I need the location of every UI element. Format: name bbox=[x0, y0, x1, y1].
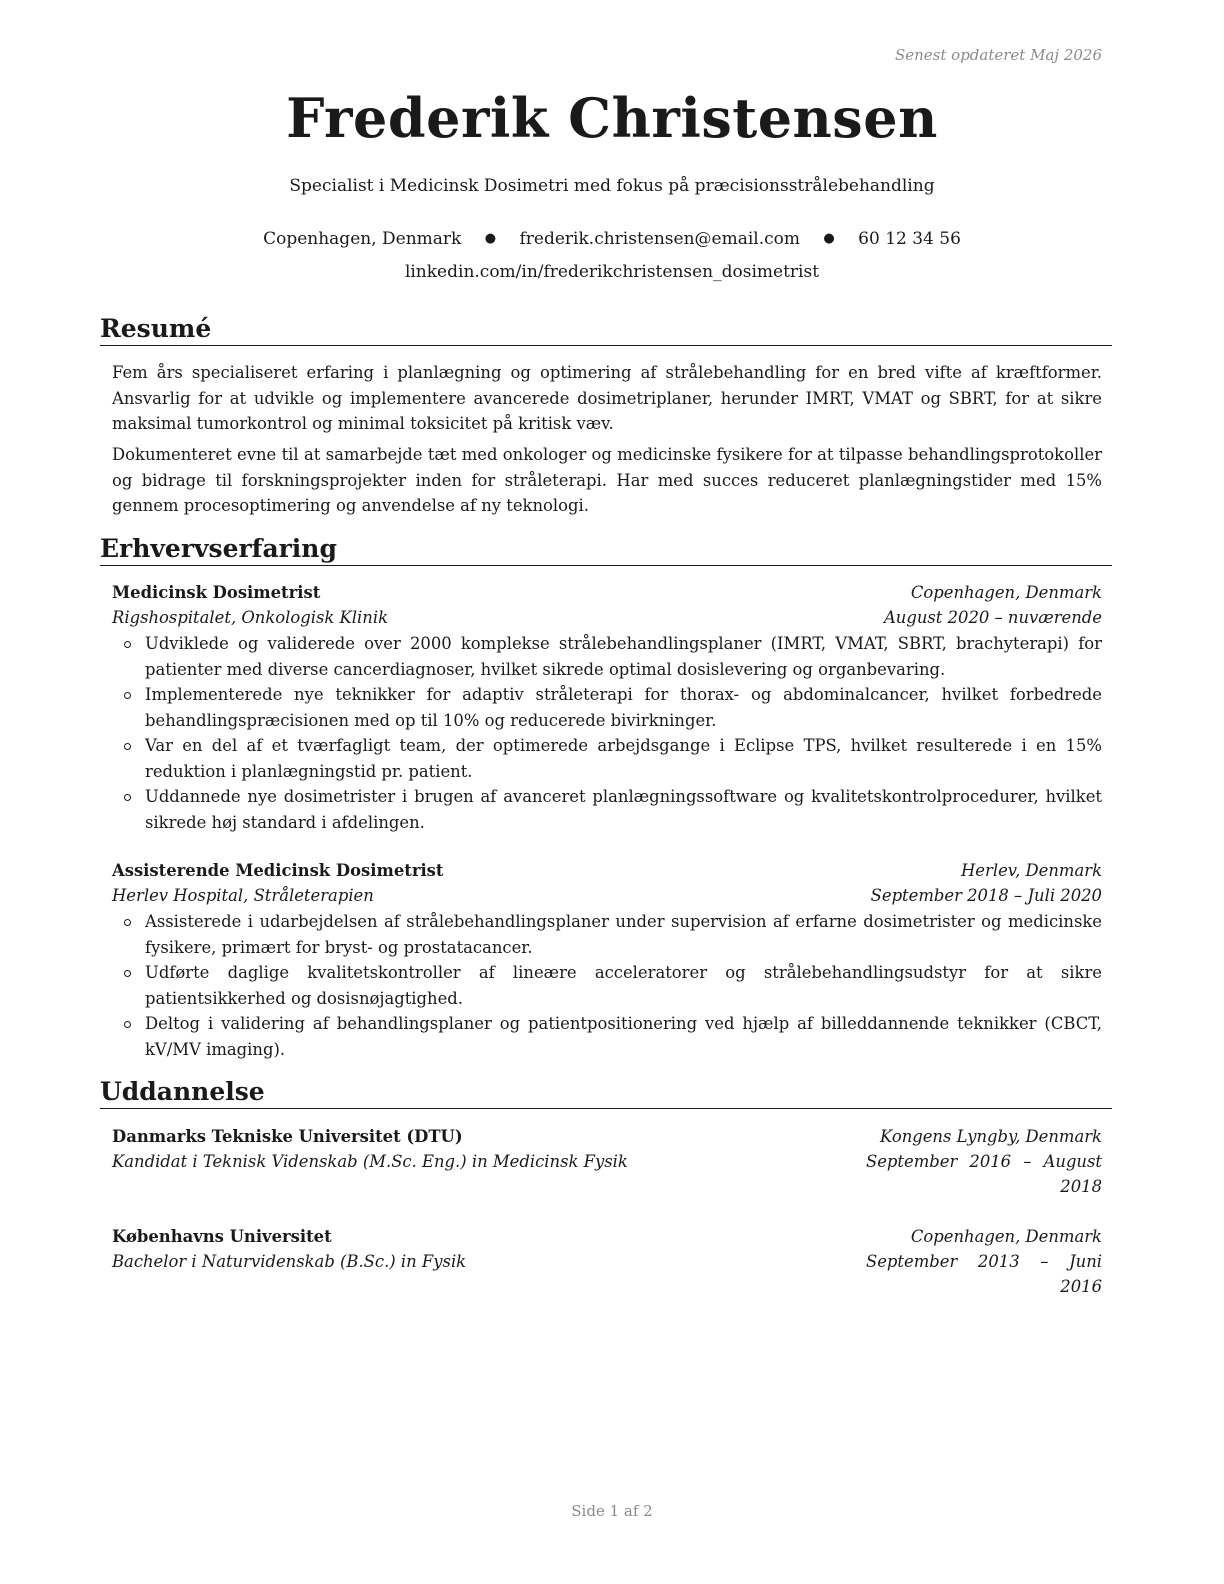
linkedin-link[interactable]: linkedin.com/in/frederikchristensen_dosimetrist bbox=[404, 262, 820, 282]
job-2-location: Herlev, Denmark bbox=[961, 861, 1102, 880]
school-1-dates-line2: 2018 bbox=[1060, 1177, 1102, 1196]
contact-email-link[interactable]: frederik.christensen@email.com bbox=[519, 229, 800, 249]
summary-paragraph-2: Dokumenteret evne til at samarbejde tæt med onkologer og medicinske fysikere for at tilpasse behandlingsprotokoller og bidrage til forskningsprojekter inden for stråleterapi. Har med succes reduceret planlægningstider med 15% gennem procesoptimering og anvendelse af ny teknologi. bbox=[112, 445, 1102, 515]
school-2-degree: Bachelor i Naturvidenskab (B.Sc.) in Fysik bbox=[112, 1252, 467, 1271]
school-1-dates bbox=[866, 1149, 1102, 1199]
school-1-subheader bbox=[112, 1149, 852, 1174]
job-2-dates: September 2018 – Juli 2020 bbox=[870, 886, 1102, 905]
job-1-subheader bbox=[112, 605, 1102, 630]
job-2-employer: Herlev Hospital, Stråleterapien bbox=[112, 886, 374, 905]
bullet-separator-icon: ● bbox=[484, 231, 497, 246]
job-2-role: Assisterende Medicinsk Dosimetrist bbox=[112, 861, 444, 880]
job-1-bullet-list bbox=[112, 631, 1102, 835]
list-item: Udviklede og validerede over 2000 komplekse strålebehandlingsplaner (IMRT, VMAT, SBRT, brachyterapi) for patienter med diverse cancerdiagnoser, hvilket sikrede optimal dosislevering og organbevaring. bbox=[112, 631, 1102, 682]
school-2-header bbox=[112, 1224, 1102, 1249]
school-1-location: Kongens Lyngby, Denmark bbox=[880, 1127, 1102, 1146]
school-2-location: Copenhagen, Denmark bbox=[910, 1227, 1102, 1246]
job-1-header bbox=[112, 580, 1102, 605]
job-1-location: Copenhagen, Denmark bbox=[910, 583, 1102, 602]
list-item: Implementerede nye teknikker for adaptiv stråleterapi for thorax- og abdominalcancer, hvilket forbedrede behandlingspræcisionen med op til 10% og reducerede bivirkninger. bbox=[112, 682, 1102, 733]
contact-phone: 60 12 34 56 bbox=[858, 229, 961, 249]
section-title-experience: Erhvervserfaring bbox=[100, 534, 1112, 566]
contact-location: Copenhagen, Denmark bbox=[263, 229, 462, 249]
job-1-role: Medicinsk Dosimetrist bbox=[112, 583, 321, 602]
bullet-separator-icon: ● bbox=[823, 231, 835, 246]
summary-paragraph-1: Fem års specialiseret erfaring i planlægning og optimering af strålebehandling for en bred vifte af kræftformer. Ansvarlig for at udvikle og implementere avancerede dosimetriplaner, herunder IMRT, VMAT og SBRT, for at sikre maksimal tumorkontrol og minimal toksicitet på kritisk væv. bbox=[112, 363, 1102, 433]
page-number: Side 1 af 2 bbox=[571, 1502, 653, 1520]
list-item: Uddannede nye dosimetrister i brugen af avanceret planlægningssoftware og kvalitetskontrolprocedurer, hvilket sikrede høj standard i afdelingen. bbox=[112, 784, 1102, 835]
list-item: Assisterede i udarbejdelsen af strålebehandlingsplaner under supervision af erfarne dosimetrister og medicinske fysikere, primært for bryst- og prostatacancer. bbox=[112, 909, 1102, 960]
school-2-dates-line2: 2016 bbox=[1060, 1277, 1102, 1296]
contact-line bbox=[0, 229, 1224, 249]
school-2-name: Københavns Universitet bbox=[112, 1227, 332, 1246]
list-item: Deltog i validering af behandlingsplaner og patientpositionering ved hjælp af billeddannende teknikker (CBCT, kV/MV imaging). bbox=[112, 1011, 1102, 1062]
school-1-header bbox=[112, 1124, 1102, 1149]
job-2-subheader bbox=[112, 883, 1102, 908]
job-2-header bbox=[112, 858, 1102, 883]
last-updated-note: Senest opdateret Maj 2026 bbox=[894, 46, 1102, 64]
job-1-employer: Rigshospitalet, Onkologisk Klinik bbox=[112, 608, 389, 627]
school-2-dates-line1: September 2013 – Juni bbox=[866, 1252, 1102, 1271]
school-1-name: Danmarks Tekniske Universitet (DTU) bbox=[112, 1127, 463, 1146]
section-title-education: Uddannelse bbox=[100, 1077, 1112, 1109]
list-item: Var en del af et tværfagligt team, der optimerede arbejdsgange i Eclipse TPS, hvilket resulterede i en 15% reduktion i planlægningstid pr. patient. bbox=[112, 733, 1102, 784]
job-2-bullet-list bbox=[112, 909, 1102, 1062]
candidate-name: Frederik Christensen bbox=[286, 86, 938, 150]
tagline: Specialist i Medicinsk Dosimetri med fokus på præcisionsstrålebehandling bbox=[289, 176, 935, 196]
school-1-dates-line1: September 2016 – August bbox=[866, 1152, 1102, 1171]
school-2-dates bbox=[866, 1249, 1102, 1299]
section-title-summary: Resumé bbox=[100, 314, 1112, 346]
school-2-subheader bbox=[112, 1249, 852, 1274]
school-1-degree: Kandidat i Teknisk Videnskab (M.Sc. Eng.) in Medicinsk Fysik bbox=[112, 1152, 628, 1171]
list-item: Udførte daglige kvalitetskontroller af lineære acceleratorer og strålebehandlingsudstyr for at sikre patientsikkerhed og dosisnøjagtighed. bbox=[112, 960, 1102, 1011]
job-1-dates: August 2020 – nuværende bbox=[883, 608, 1102, 627]
